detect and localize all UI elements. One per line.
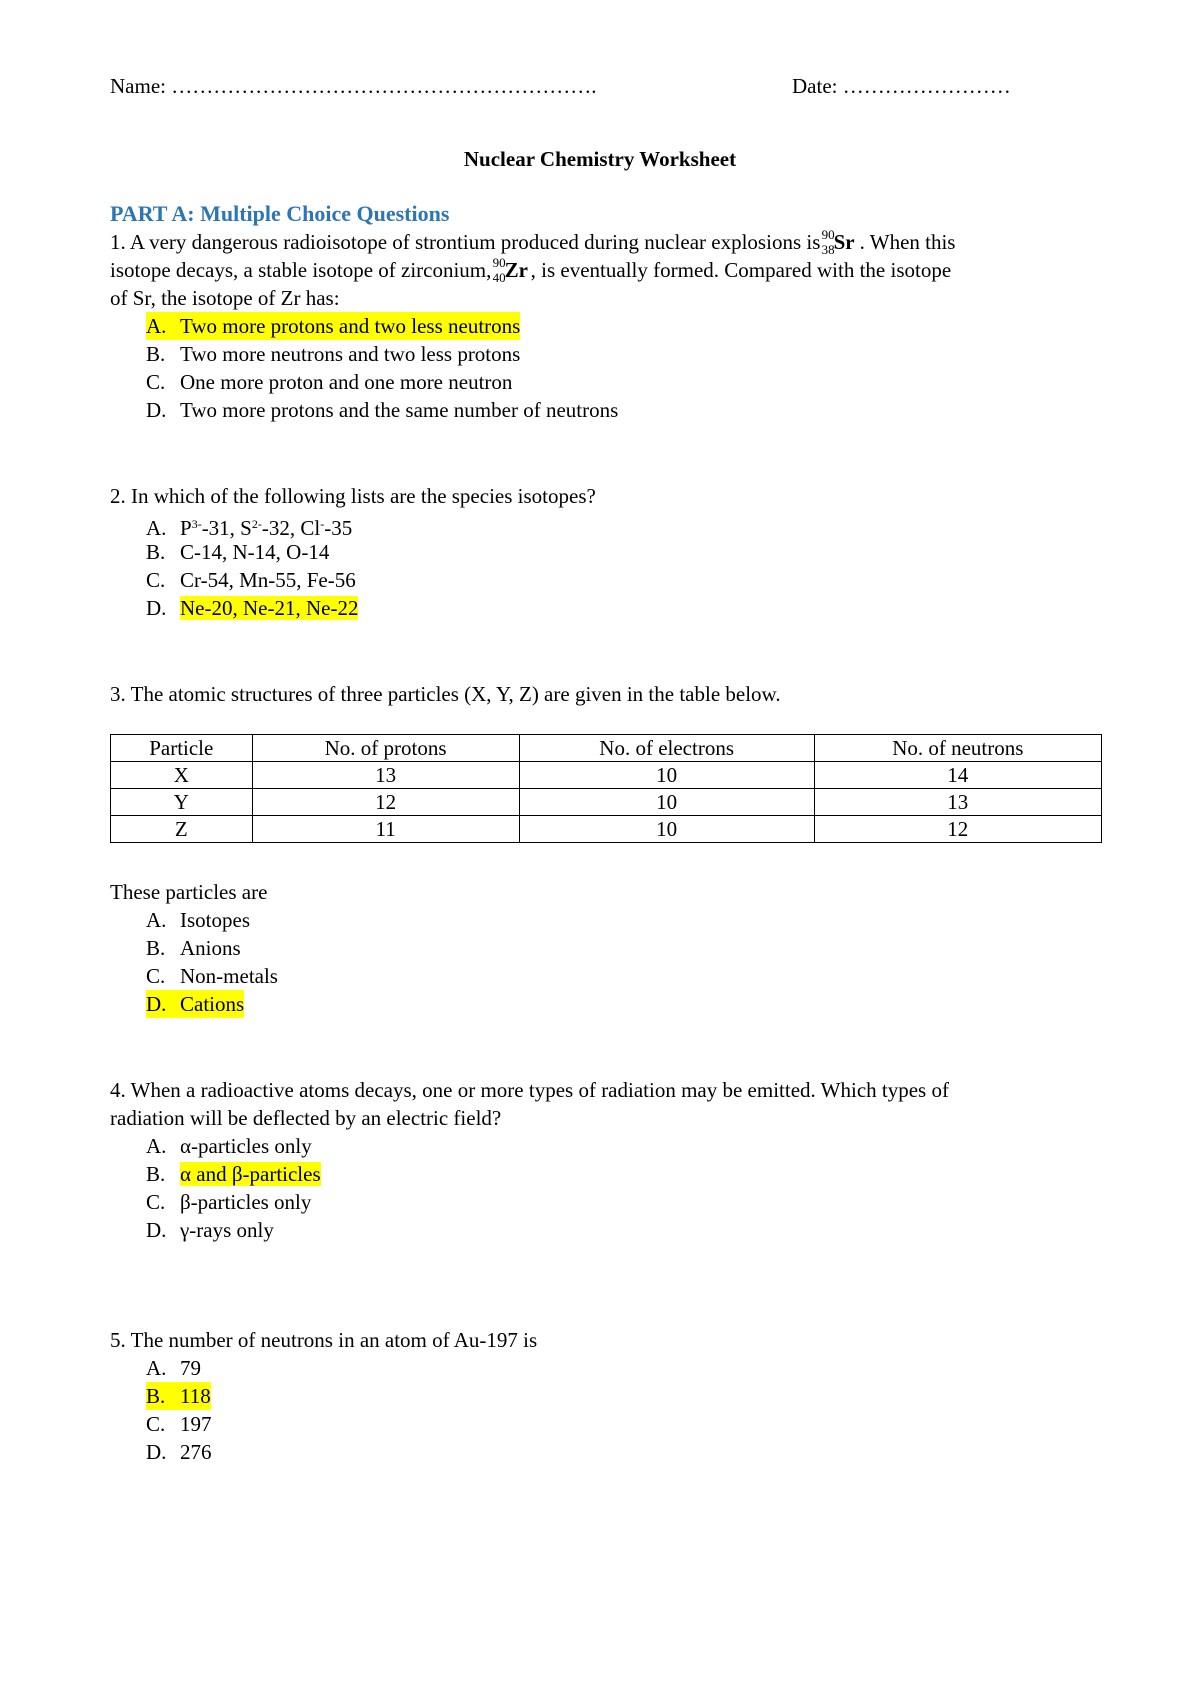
q1-line3: of Sr, the isotope of Zr has: xyxy=(110,286,340,310)
q1-line2-end: , is eventually formed. Compared with the isotope xyxy=(530,258,952,282)
q4-option-d[interactable]: D. γ-rays only xyxy=(146,1218,274,1242)
table-cell: 12 xyxy=(252,789,519,816)
q3-option-d[interactable]: D. Cations xyxy=(146,992,245,1016)
table-cell: 10 xyxy=(519,816,814,843)
q3-option-b[interactable]: B. Anions xyxy=(146,936,241,960)
q1-line2 xyxy=(110,256,951,284)
particle-table xyxy=(110,734,1102,843)
table-header: No. of protons xyxy=(252,735,519,762)
date-field[interactable]: Date: …………………… xyxy=(792,74,1011,98)
part-a-heading: PART A: Multiple Choice Questions xyxy=(110,201,450,226)
table-cell: 13 xyxy=(252,762,519,789)
table-cell: Z xyxy=(111,816,253,843)
q2-option-c[interactable]: C. Cr-54, Mn-55, Fe-56 xyxy=(146,568,356,592)
table-header: No. of neutrons xyxy=(814,735,1101,762)
q1-line1-end: . When this xyxy=(859,230,956,254)
q2-option-b[interactable]: B. C-14, N-14, O-14 xyxy=(146,540,330,564)
table-cell: 10 xyxy=(519,762,814,789)
q2-option-a[interactable]: A. $P^{3-}-31$, $S^{2-}-32$, Cl--35 xyxy=(146,516,353,540)
table-cell: 10 xyxy=(519,789,814,816)
table-cell: Y xyxy=(111,789,253,816)
page-title: Nuclear Chemistry Worksheet xyxy=(463,147,737,171)
q1-line2-text: isotope decays, a stable isotope of zirconium, xyxy=(110,258,492,282)
q5-option-a[interactable]: A. 79 xyxy=(146,1356,201,1380)
zr-nuclide: 90 40 Zr xyxy=(492,255,528,285)
table-cell: 13 xyxy=(814,789,1101,816)
q3-option-a[interactable]: A. Isotopes xyxy=(146,908,250,932)
table-row xyxy=(111,816,1102,843)
table-row xyxy=(111,762,1102,789)
q2-stem: 2. In which of the following lists are the species isotopes? xyxy=(110,484,596,508)
table-cell: X xyxy=(111,762,253,789)
q1-option-a[interactable]: A. Two more protons and two less neutrons xyxy=(146,314,521,338)
name-field[interactable]: Name: ……………………………………………………. xyxy=(110,74,597,98)
sr-nuclide: 90 38 Sr xyxy=(821,227,855,257)
q4-option-b[interactable]: B. α and β-particles xyxy=(146,1162,321,1186)
table-header: Particle xyxy=(111,735,253,762)
table-cell: 14 xyxy=(814,762,1101,789)
q4-line2: radiation will be deflected by an electric field? xyxy=(110,1106,502,1130)
q5-stem: 5. The number of neutrons in an atom of Au-197 is xyxy=(110,1328,538,1352)
table-header-row xyxy=(111,735,1102,762)
q1-option-c[interactable]: C. One more proton and one more neutron xyxy=(146,370,513,394)
q4-line1: 4. When a radioactive atoms decays, one or more types of radiation may be emitted. Which types of xyxy=(110,1078,949,1102)
q3-option-c[interactable]: C. Non-metals xyxy=(146,964,278,988)
q1-line1-text: 1. A very dangerous radioisotope of strontium produced during nuclear explosions is xyxy=(110,230,821,254)
q3-after-text: These particles are xyxy=(110,880,268,904)
table-cell: 11 xyxy=(252,816,519,843)
table-cell: 12 xyxy=(814,816,1101,843)
q1-option-d[interactable]: D. Two more protons and the same number of neutrons xyxy=(146,398,619,422)
q4-option-c[interactable]: C. β-particles only xyxy=(146,1190,312,1214)
q5-option-c[interactable]: C. 197 xyxy=(146,1412,212,1436)
q5-option-d[interactable]: D. 276 xyxy=(146,1440,212,1464)
table-header: No. of electrons xyxy=(519,735,814,762)
q3-stem: 3. The atomic structures of three particles (X, Y, Z) are given in the table below. xyxy=(110,682,781,706)
table-row xyxy=(111,789,1102,816)
q1-option-b[interactable]: B. Two more neutrons and two less protons xyxy=(146,342,521,366)
q4-option-a[interactable]: A. α-particles only xyxy=(146,1134,312,1158)
q1-line1 xyxy=(110,228,955,256)
q5-option-b[interactable]: B. 118 xyxy=(146,1384,211,1408)
q2-option-d[interactable]: D. Ne-20, Ne-21, Ne-22 xyxy=(146,596,359,620)
